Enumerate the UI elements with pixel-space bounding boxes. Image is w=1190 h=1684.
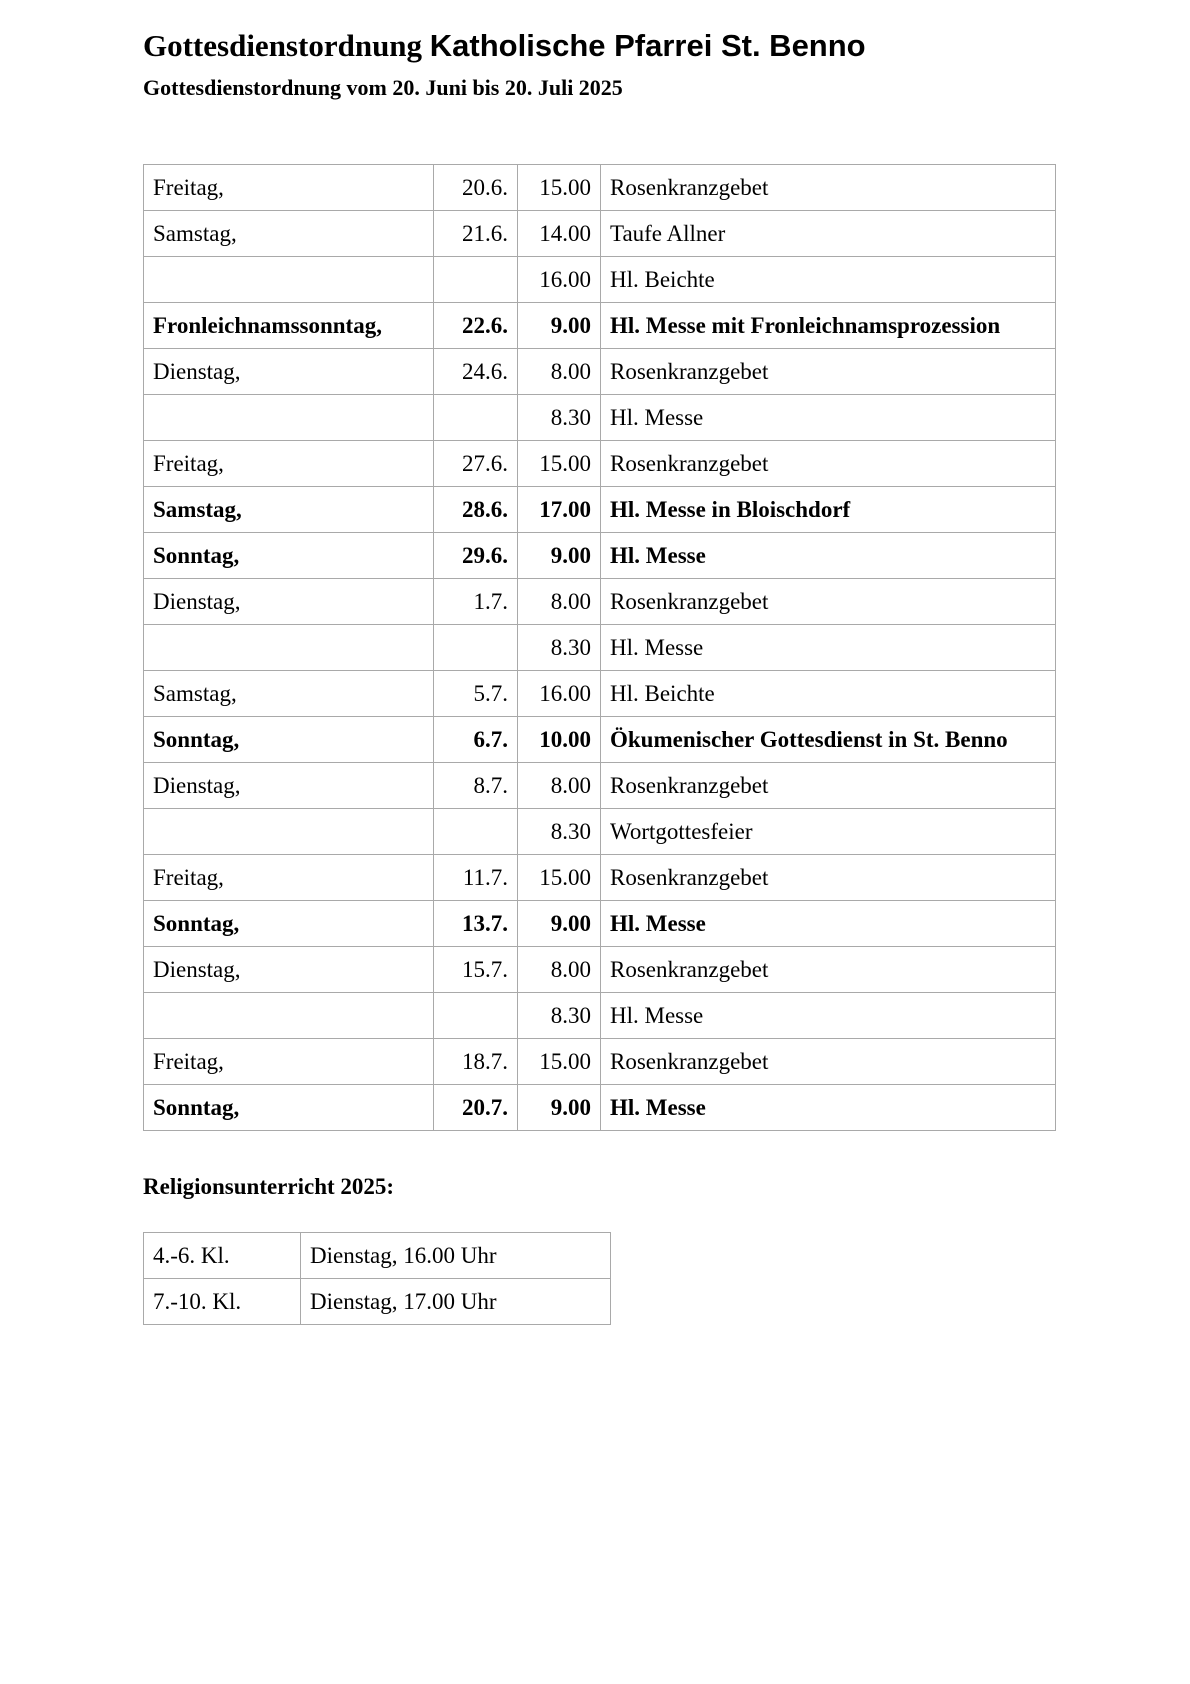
page-subtitle: Gottesdienstordnung vom 20. Juni bis 20. Juli 2025	[143, 75, 623, 100]
schedule-date-cell: 11.7.	[434, 855, 518, 901]
schedule-day-cell	[144, 809, 434, 855]
schedule-row	[144, 303, 1056, 349]
schedule-time-cell: 8.00	[518, 947, 601, 993]
schedule-date-cell: 1.7.	[434, 579, 518, 625]
schedule-time-cell: 9.00	[518, 303, 601, 349]
schedule-day-cell: Sonntag,	[144, 717, 434, 763]
schedule-time-cell: 14.00	[518, 211, 601, 257]
religion-heading: Religionsunterricht 2025:	[143, 1174, 395, 1199]
religion-time-cell: Dienstag, 17.00 Uhr	[301, 1279, 611, 1325]
schedule-day-cell	[144, 993, 434, 1039]
schedule-day-cell: Freitag,	[144, 855, 434, 901]
schedule-row	[144, 947, 1056, 993]
service-schedule-table	[143, 164, 1056, 1131]
page-title	[143, 26, 866, 66]
schedule-day-cell: Dienstag,	[144, 579, 434, 625]
schedule-time-cell: 15.00	[518, 855, 601, 901]
schedule-event-cell: Hl. Messe	[601, 625, 1056, 671]
religion-class-cell: 4.-6. Kl.	[144, 1233, 301, 1279]
schedule-day-cell: Sonntag,	[144, 1085, 434, 1131]
schedule-date-cell: 18.7.	[434, 1039, 518, 1085]
schedule-row	[144, 1085, 1056, 1131]
schedule-event-cell: Hl. Beichte	[601, 257, 1056, 303]
schedule-time-cell: 8.30	[518, 993, 601, 1039]
schedule-time-cell: 16.00	[518, 257, 601, 303]
schedule-row	[144, 579, 1056, 625]
schedule-event-cell: Hl. Messe	[601, 395, 1056, 441]
schedule-row	[144, 1039, 1056, 1085]
religion-row	[144, 1279, 611, 1325]
schedule-day-cell	[144, 395, 434, 441]
schedule-row	[144, 671, 1056, 717]
schedule-day-cell: Samstag,	[144, 211, 434, 257]
schedule-date-cell: 28.6.	[434, 487, 518, 533]
schedule-row	[144, 349, 1056, 395]
schedule-day-cell: Freitag,	[144, 165, 434, 211]
schedule-row	[144, 533, 1056, 579]
schedule-date-cell: 21.6.	[434, 211, 518, 257]
schedule-row	[144, 487, 1056, 533]
schedule-date-cell	[434, 257, 518, 303]
schedule-row	[144, 901, 1056, 947]
schedule-time-cell: 10.00	[518, 717, 601, 763]
schedule-time-cell: 15.00	[518, 165, 601, 211]
schedule-event-cell: Hl. Messe	[601, 533, 1056, 579]
service-schedule-body	[144, 165, 1056, 1131]
schedule-row	[144, 625, 1056, 671]
schedule-time-cell: 9.00	[518, 901, 601, 947]
schedule-row	[144, 763, 1056, 809]
schedule-date-cell: 22.6.	[434, 303, 518, 349]
schedule-row	[144, 809, 1056, 855]
schedule-date-cell: 20.6.	[434, 165, 518, 211]
schedule-time-cell: 8.30	[518, 625, 601, 671]
schedule-time-cell: 8.30	[518, 395, 601, 441]
schedule-date-cell	[434, 625, 518, 671]
schedule-date-cell: 13.7.	[434, 901, 518, 947]
schedule-time-cell: 9.00	[518, 1085, 601, 1131]
schedule-day-cell: Freitag,	[144, 1039, 434, 1085]
schedule-event-cell: Rosenkranzgebet	[601, 855, 1056, 901]
schedule-day-cell: Dienstag,	[144, 349, 434, 395]
schedule-event-cell: Rosenkranzgebet	[601, 763, 1056, 809]
schedule-day-cell	[144, 625, 434, 671]
schedule-row	[144, 395, 1056, 441]
schedule-row	[144, 441, 1056, 487]
religion-time-cell: Dienstag, 16.00 Uhr	[301, 1233, 611, 1279]
schedule-event-cell: Wortgottesfeier	[601, 809, 1056, 855]
schedule-event-cell: Rosenkranzgebet	[601, 1039, 1056, 1085]
schedule-event-cell: Taufe Allner	[601, 211, 1056, 257]
schedule-date-cell	[434, 809, 518, 855]
schedule-date-cell: 29.6.	[434, 533, 518, 579]
schedule-event-cell: Hl. Beichte	[601, 671, 1056, 717]
schedule-date-cell	[434, 993, 518, 1039]
schedule-date-cell: 20.7.	[434, 1085, 518, 1131]
page-title-part-1: Gottesdienstordnung	[143, 28, 423, 63]
religion-class-cell: 7.-10. Kl.	[144, 1279, 301, 1325]
schedule-event-cell: Rosenkranzgebet	[601, 165, 1056, 211]
schedule-date-cell	[434, 395, 518, 441]
schedule-event-cell: Rosenkranzgebet	[601, 349, 1056, 395]
schedule-event-cell: Hl. Messe	[601, 1085, 1056, 1131]
schedule-day-cell: Sonntag,	[144, 901, 434, 947]
schedule-time-cell: 17.00	[518, 487, 601, 533]
schedule-day-cell: Fronleichnamssonntag,	[144, 303, 434, 349]
schedule-time-cell: 8.00	[518, 579, 601, 625]
schedule-date-cell: 6.7.	[434, 717, 518, 763]
schedule-event-cell: Hl. Messe in Bloischdorf	[601, 487, 1056, 533]
religion-table-body	[144, 1233, 611, 1325]
schedule-day-cell: Samstag,	[144, 487, 434, 533]
schedule-day-cell: Freitag,	[144, 441, 434, 487]
schedule-day-cell: Dienstag,	[144, 947, 434, 993]
schedule-time-cell: 15.00	[518, 441, 601, 487]
schedule-event-cell: Rosenkranzgebet	[601, 441, 1056, 487]
schedule-time-cell: 8.00	[518, 763, 601, 809]
schedule-time-cell: 15.00	[518, 1039, 601, 1085]
schedule-time-cell: 16.00	[518, 671, 601, 717]
schedule-event-cell: Hl. Messe	[601, 993, 1056, 1039]
schedule-date-cell: 24.6.	[434, 349, 518, 395]
schedule-event-cell: Hl. Messe mit Fronleichnamsprozession	[601, 303, 1056, 349]
schedule-row	[144, 993, 1056, 1039]
religion-table	[143, 1232, 611, 1325]
schedule-row	[144, 211, 1056, 257]
schedule-event-cell: Rosenkranzgebet	[601, 947, 1056, 993]
religion-row	[144, 1233, 611, 1279]
schedule-event-cell: Ökumenischer Gottesdienst in St. Benno	[601, 717, 1056, 763]
schedule-event-cell: Hl. Messe	[601, 901, 1056, 947]
schedule-day-cell: Samstag,	[144, 671, 434, 717]
schedule-row	[144, 855, 1056, 901]
schedule-date-cell: 5.7.	[434, 671, 518, 717]
schedule-time-cell: 9.00	[518, 533, 601, 579]
schedule-row	[144, 165, 1056, 211]
schedule-day-cell	[144, 257, 434, 303]
schedule-time-cell: 8.30	[518, 809, 601, 855]
page-title-part-2: Katholische Pfarrei St. Benno	[429, 28, 866, 63]
schedule-date-cell: 15.7.	[434, 947, 518, 993]
schedule-time-cell: 8.00	[518, 349, 601, 395]
schedule-day-cell: Sonntag,	[144, 533, 434, 579]
schedule-row	[144, 257, 1056, 303]
schedule-row	[144, 717, 1056, 763]
schedule-event-cell: Rosenkranzgebet	[601, 579, 1056, 625]
schedule-date-cell: 27.6.	[434, 441, 518, 487]
schedule-day-cell: Dienstag,	[144, 763, 434, 809]
schedule-date-cell: 8.7.	[434, 763, 518, 809]
